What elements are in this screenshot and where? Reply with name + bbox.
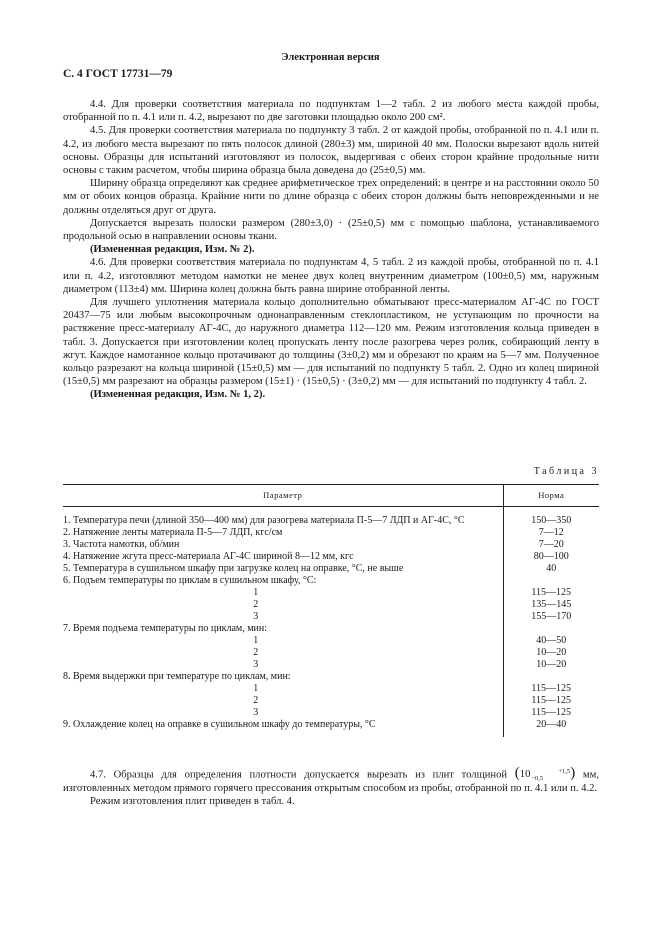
- table-row: [63, 563, 599, 575]
- norm-cell: 7—12: [538, 527, 564, 538]
- norm-cell: [503, 623, 599, 635]
- edition-note-1: (Измененная редакция, Изм. № 2).: [90, 244, 255, 256]
- norm-cell: 40—50: [536, 635, 567, 646]
- norm-cell: 40: [546, 563, 557, 574]
- param-cell: 9. Охлаждение колец на оправке в сушильном шкафу до температуры, °С: [63, 719, 503, 731]
- param-cell: 3. Частота намотки, об/мин: [63, 539, 503, 551]
- paragraph-regime: Режим изготовления плит приведен в табл. 4.: [90, 796, 295, 808]
- paragraph-template: Допускается вырезать полоски размером (280±3,0) · (25±0,5) мм с помощью шаблона, устанавливаемого продольной осью в направлении основы ткани.: [63, 217, 599, 243]
- norm-cell: [503, 671, 599, 683]
- norm-cell: 10—20: [536, 659, 567, 670]
- norm-cell: 155—170: [531, 611, 572, 622]
- column-header-param: Параметр: [63, 485, 503, 507]
- edition-note-2: (Измененная редакция, Изм. № 1, 2).: [90, 389, 266, 401]
- table-row: [63, 575, 599, 587]
- table-row: [63, 527, 599, 539]
- norm-cell: 115—125: [531, 695, 572, 706]
- table-row: [63, 539, 599, 551]
- column-header-norm: Норма: [503, 485, 599, 507]
- cycle-number: 1: [63, 683, 503, 695]
- norm-cell: 115—125: [531, 587, 572, 598]
- table-row: [63, 695, 599, 707]
- table-row: [63, 659, 599, 671]
- paragraph-4-6: 4.6. Для проверки соответствия материала по подпунктам 4, 5 табл. 2 из каждой пробы, отобранной по п. 4.1 или п. 4.2, изготовляют методом намотки не менее двух колец внутренним диаметром (100±0,5) мм, наружным диаметром (113±4) мм. Ширина колец должна быть равна ширине отобранной ленты.: [63, 257, 599, 295]
- table-caption: Таблица 3: [533, 466, 599, 477]
- param-cell: 4. Натяжение жгута пресс-материала АГ-4С шириной 8—12 мм, кгс: [63, 551, 503, 563]
- paragraph-4-7-before: 4.7. Образцы для определения плотности допускается вырезать из плит толщиной: [90, 769, 508, 781]
- table-row: [63, 647, 599, 659]
- tolerance-lower: −0,5: [531, 775, 544, 782]
- norm-cell: 10—20: [536, 647, 567, 658]
- norm-cell: 135—145: [531, 599, 572, 610]
- paragraph-4-4: 4.4. Для проверки соответствия материала по подпунктам 1—2 табл. 2 из любого места каждой пробы, отобранной по п. 4.1 или п. 4.2, вырезают по две заготовки площадью около 200 см².: [63, 99, 599, 124]
- cycle-number: 1: [63, 587, 503, 599]
- paragraph-4-7-after: мм, изготовленных методом прямого горячего прессования открытым способом из пробы, отобранной по п. 4.1 или п. 4.2.: [63, 769, 599, 794]
- cycle-number: 2: [63, 599, 503, 611]
- cycle-number: 1: [63, 635, 503, 647]
- table-row: [63, 611, 599, 623]
- electronic-version-label: Электронная версия: [281, 52, 380, 63]
- norm-cell: 115—125: [531, 683, 572, 694]
- norm-cell: 80—100: [533, 551, 569, 562]
- norm-cell: 115—125: [531, 707, 572, 718]
- paragraph-4-5: 4.5. Для проверки соответствия материала по подпункту 3 табл. 2 от каждой пробы, отобранной по п. 4.1 или п. 4.2, из любого места вырезают по пять полосок длиной (280±3) мм, шириной 40 мм. Полоски вырезают вдоль нитей основы. Образцы для испытаний изготовляют из полосок, выдергивая с обеих сторон крайние продольные нити основы с таким расчетом, чтобы ширина образца была доведена до (25±0,5) мм.: [63, 125, 599, 177]
- table-row: [63, 551, 599, 563]
- table-row: [63, 635, 599, 647]
- table-3: [63, 484, 599, 737]
- cycle-number: 2: [63, 647, 503, 659]
- tolerance-upper: +1,5: [558, 768, 571, 775]
- paragraph-compaction: Для лучшего уплотнения материала кольцо дополнительно обматывают пресс-материалом АГ-4С по ГОСТ 20437—75 или любым высокопрочным однонаправленным стеклопластиком, не уступающим по прочности на растяжение пресс-материалу АГ-4С, до наружного диаметра 112—120 мм. Режим изготовления кольца приведен в табл. 3. Допускается при изготовлении колец пропускать ленту после разогрева через ролик, собирающий ленту в жгут. Каждое намотанное кольцо протачивают до толщины (3±0,2) мм и обрезают по краям на 5—7 мм. Полученное кольцо разрезают на кольца шириной (15±0,5) мм — для испытаний по подпункту 5 табл. 2. Одно из колец шириной (15±0,5) мм разрезают на образцы размером (15±1) · (15±0,5) · (3±0,2) мм — для испытаний по подпункту 4 табл. 2.: [63, 297, 599, 388]
- param-cell: 1. Температура печи (длиной 350—400 мм) для разогрева материала П-5—7 ЛДП и АГ-4С, °С: [63, 515, 503, 527]
- table-row: [63, 719, 599, 731]
- thickness-value: (10 +1,5 −0,5 ): [514, 765, 576, 782]
- cycle-number: 3: [63, 611, 503, 623]
- cycle-number: 3: [63, 707, 503, 719]
- cycle-number: 3: [63, 659, 503, 671]
- table-row: [63, 683, 599, 695]
- table-row: [63, 623, 599, 635]
- section-4-7: [63, 765, 599, 808]
- table-row: [63, 599, 599, 611]
- table-row: [63, 515, 599, 527]
- norm-cell: 7—20: [538, 539, 564, 550]
- norm-cell: 20—40: [536, 719, 567, 730]
- param-cell: 8. Время выдержки при температуре по циклам, мин:: [63, 671, 503, 683]
- norm-cell: 150—350: [531, 515, 572, 526]
- page-header: С. 4 ГОСТ 17731—79: [63, 68, 173, 80]
- param-cell: 7. Время подъема температуры по циклам, мин:: [63, 623, 503, 635]
- table-row: [63, 707, 599, 719]
- section-4-4-4-5: [63, 98, 599, 402]
- table-row: [63, 671, 599, 683]
- paragraph-4-7: [63, 765, 599, 795]
- norm-cell: [503, 575, 599, 587]
- cycle-number: 2: [63, 695, 503, 707]
- table-body: [63, 507, 599, 738]
- param-cell: 2. Натяжение ленты материала П-5—7 ЛДП, кгс/см: [63, 527, 503, 539]
- paragraph-width: Ширину образца определяют как среднее арифметическое трех определений: в центре и на расстоянии около 50 мм от обоих концов образца. Крайние нити по длине образца с обеих сторон должны быть неповрежденными и не должны отделяться друг от друга.: [63, 178, 599, 216]
- param-cell: 6. Подъем температуры по циклам в сушильном шкафу, °С:: [63, 575, 503, 587]
- param-cell: 5. Температура в сушильном шкафу при загрузке колец на оправке, °С, не выше: [63, 563, 503, 575]
- table-row: [63, 587, 599, 599]
